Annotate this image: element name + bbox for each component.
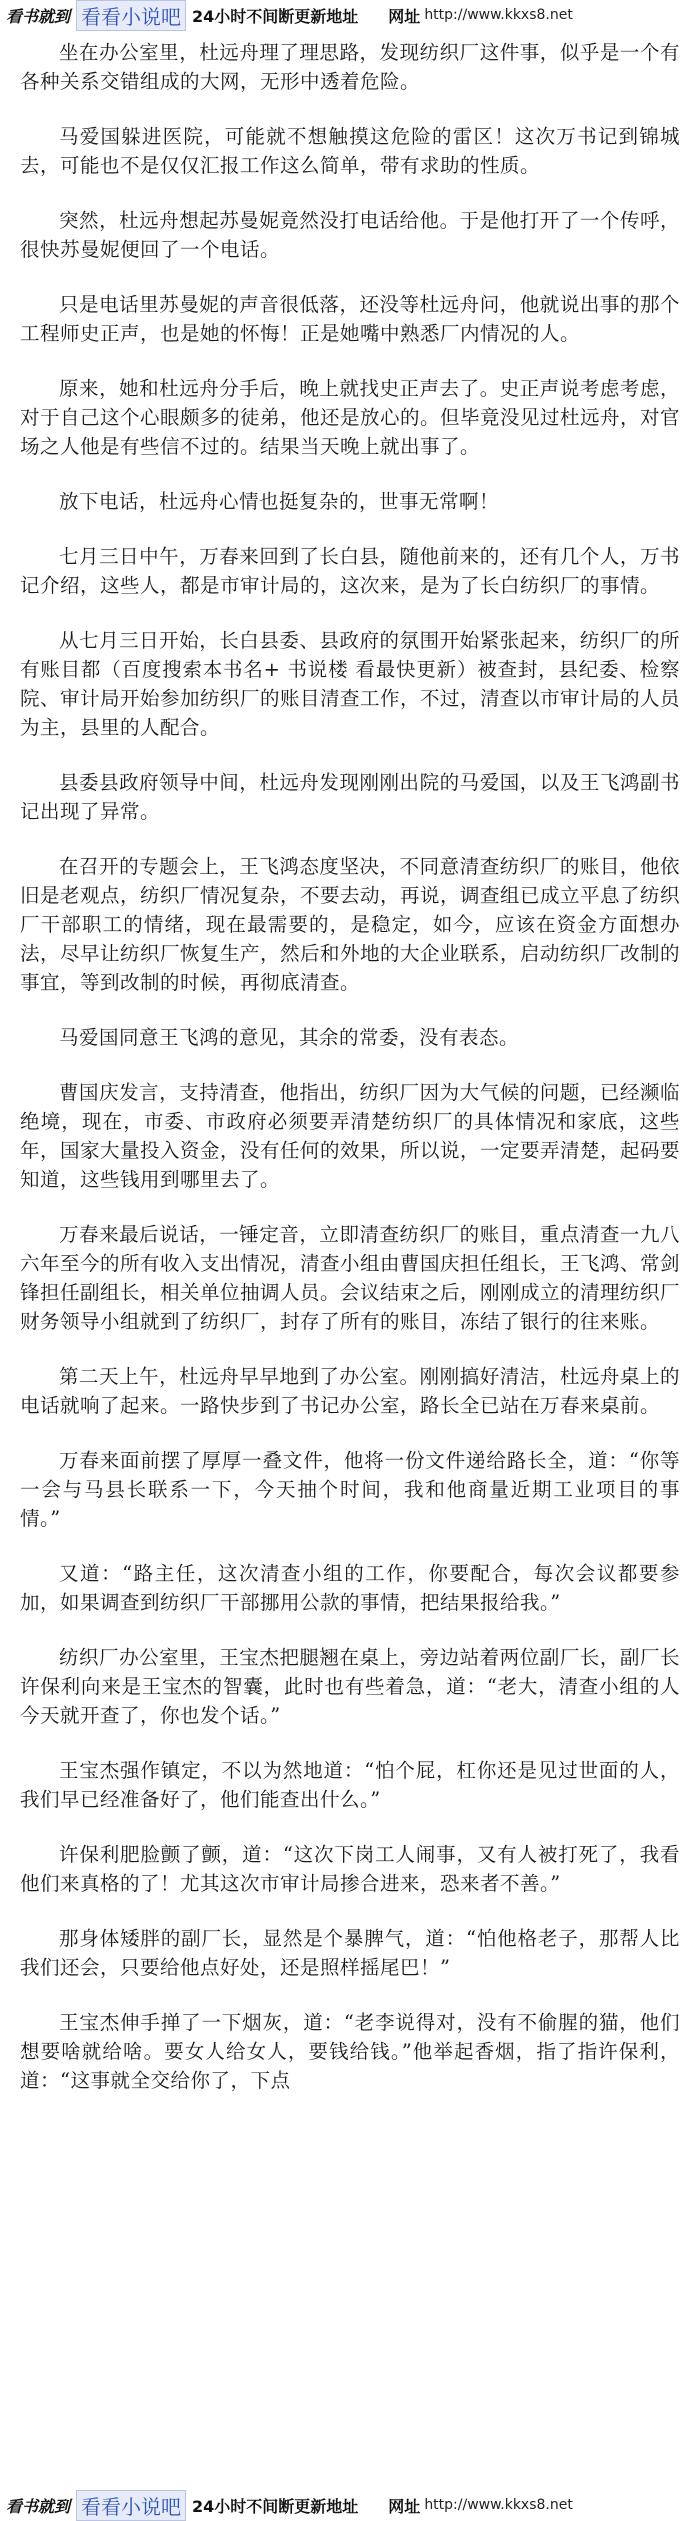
paragraph: 在召开的专题会上，王飞鸿态度坚决，不同意清查纺织厂的账目，他依旧是老观点，纺织厂情况复杂，不要去动，再说，调查组已成立平息了纺织厂干部职工的情绪，现在最需要的，是稳定，如今，应该在资金方面想办法，尽早让纺织厂恢复生产，然后和外地的大企业联系，启动纺织厂改制的事宜，等到改制的时候，再彻底清查。	[20, 855, 681, 994]
paragraph: 那身体矮胖的副厂长，显然是个暴脾气，道：“怕他格老子，那帮人比我们还会，只要给他点好处，还是照样摇尾巴！”	[20, 1927, 680, 1979]
bottom-banner	[0, 2490, 700, 2520]
paragraph: 万春来面前摆了厚厚一叠文件，他将一份文件递给路长全，道：“你等一会与马县长联系一下，今天抽个时间，我和他商量近期工业项目的事情。”	[20, 1449, 680, 1530]
paragraph: 曹国庆发言，支持清查，他指出，纺织厂因为大气候的问题，已经濒临绝境，现在，市委、市政府必须要弄清楚纺织厂的具体情况和家底，这些年，国家大量投入资金，没有任何的效果，所以说，一定要弄清楚，起码要知道，这些钱用到哪里去了。	[20, 1081, 681, 1191]
article-content	[20, 38, 680, 2121]
banner-url-label: 网址	[388, 6, 421, 26]
banner-url[interactable]: http://www.kkxs8.net	[424, 7, 573, 23]
banner-site-name[interactable]: 看看小说吧	[76, 0, 186, 31]
top-banner	[0, 0, 700, 30]
paragraph: 万春来最后说话，一锤定音，立即清查纺织厂的账目，重点清查一九八六年至今的所有收入支出情况，清查小组由曹国庆担任组长，王飞鸿、常剑锋担任副组长，相关单位抽调人员。会议结束之后，刚刚成立的清理纺织厂财务领导小组就到了纺织厂，封存了所有的账目，冻结了银行的往来账。	[20, 1223, 681, 1333]
paragraph: 从七月三日开始，长白县委、县政府的氛围开始紧张起来，纺织厂的所有账目都（百度搜索本书名+ 书说楼 看最快更新）被查封，县纪委、检察院、审计局开始参加纺织厂的账目清查工作，不过，清查以市审计局的人员为主，县里的人配合。	[20, 629, 681, 739]
banner-url-label: 网址	[388, 2496, 421, 2516]
paragraph: 又道：“路主任，这次清查小组的工作，你要配合，每次会议都要参加，如果调查到纺织厂干部挪用公款的事情，把结果报给我。”	[20, 1562, 680, 1614]
paragraph: 突然，杜远舟想起苏曼妮竟然没打电话给他。于是他打开了一个传呼，很快苏曼妮便回了一个电话。	[20, 209, 680, 261]
banner-site-name[interactable]: 看看小说吧	[76, 2490, 186, 2521]
paragraph: 王宝杰强作镇定，不以为然地道：“怕个屁，杠你还是见过世面的人，我们早已经准备好了，他们能查出什么。”	[20, 1759, 680, 1811]
paragraph: 放下电话，杜远舟心情也挺复杂的，世事无常啊！	[59, 490, 500, 513]
paragraph: 坐在办公室里，杜远舟理了理思路，发现纺织厂这件事，似乎是一个有各种关系交错组成的大网，无形中透着危险。	[20, 41, 680, 93]
banner-left-text: 看书就到	[6, 6, 71, 26]
paragraph: 马爱国同意王飞鸿的意见，其余的常委，没有表态。	[59, 1026, 520, 1049]
paragraph: 七月三日中午，万春来回到了长白县，随他前来的，还有几个人，万书记介绍，这些人，都是市审计局的，这次来，是为了长白纺织厂的事情。	[20, 545, 680, 597]
paragraph: 第二天上午，杜远舟早早地到了办公室。刚刚搞好清洁，杜远舟桌上的电话就响了起来。一路快步到了书记办公室，路长全已站在万春来桌前。	[20, 1365, 680, 1417]
paragraph: 纺织厂办公室里，王宝杰把腿翘在桌上，旁边站着两位副厂长，副厂长许保利向来是王宝杰的智囊，此时也有些着急，道：“老大，清查小组的人今天就开查了，你也发个话。”	[20, 1646, 680, 1727]
paragraph: 原来，她和杜远舟分手后，晚上就找史正声去了。史正声说考虑考虑，对于自己这个心眼颇多的徒弟，他还是放心的。但毕竟没见过杜远舟，对官场之人他是有些信不过的。结果当天晚上就出事了。	[20, 377, 681, 458]
banner-slogan: 24小时不间断更新地址	[192, 6, 359, 26]
banner-slogan: 24小时不间断更新地址	[192, 2496, 359, 2516]
paragraph: 只是电话里苏曼妮的声音很低落，还没等杜远舟问，他就说出事的那个工程师史正声，也是她的怀悔！正是她嘴中熟悉厂内情况的人。	[20, 293, 680, 345]
paragraph: 王宝杰伸手掸了一下烟灰，道：“老李说得对，没有不偷腥的猫，他们想要啥就给啥。要女人给女人，要钱给钱。”他举起香烟，指了指许保利，道：“这事就全交给你了，下点	[20, 2011, 680, 2092]
paragraph: 县委县政府领导中间，杜远舟发现刚刚出院的马爱国，以及王飞鸿副书记出现了异常。	[20, 771, 680, 823]
banner-left-text: 看书就到	[6, 2496, 71, 2516]
banner-url[interactable]: http://www.kkxs8.net	[424, 2497, 573, 2513]
paragraph: 马爱国躲进医院，可能就不想触摸这危险的雷区！这次万书记到锦城去，可能也不是仅仅汇报工作这么简单，带有求助的性质。	[20, 125, 680, 177]
paragraph: 许保利肥脸颤了颤，道：“这次下岗工人闹事，又有人被打死了，我看他们来真格的了！尤其这次市审计局掺合进来，恐来者不善。”	[20, 1843, 680, 1895]
